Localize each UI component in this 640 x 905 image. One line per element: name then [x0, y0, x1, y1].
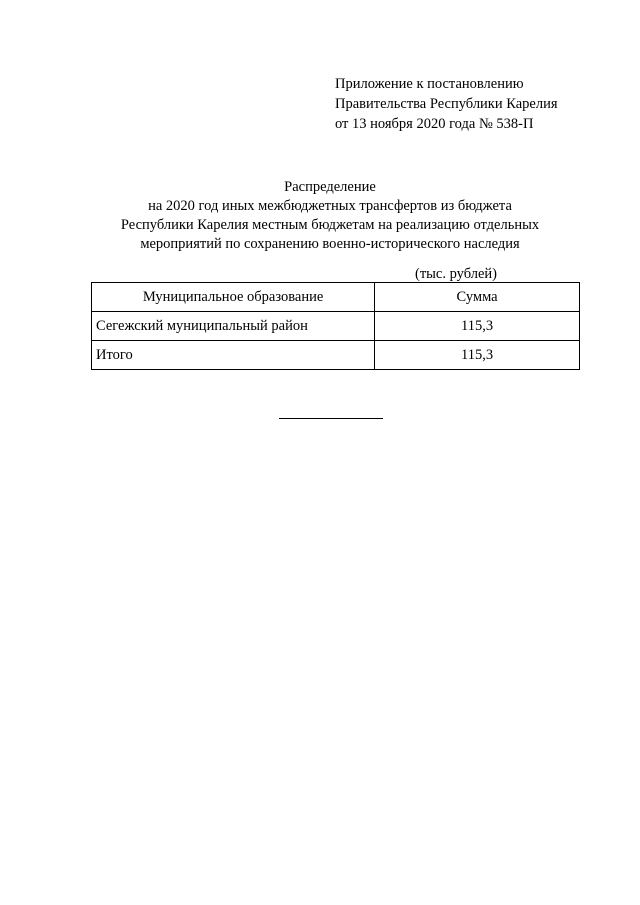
end-separator-line — [279, 418, 383, 419]
cell-municipality: Сегежский муниципальный район — [92, 312, 375, 341]
cell-total-sum: 115,3 — [375, 341, 580, 370]
appendix-line: Правительства Республики Карелия — [335, 96, 558, 112]
table-row — [92, 312, 580, 341]
distribution-table — [91, 282, 580, 370]
units-label: (тыс. рублей) — [415, 266, 497, 282]
title-line: мероприятий по сохранению военно-исторического наследия — [140, 236, 520, 252]
appendix-line: Приложение к постановлению — [335, 76, 524, 92]
document-title — [80, 178, 580, 254]
appendix-line: от 13 ноября 2020 года № 538-П — [335, 116, 534, 132]
appendix-reference — [335, 74, 558, 134]
title-line: Республики Карелия местным бюджетам на реализацию отдельных — [120, 217, 540, 233]
header-municipality: Муниципальное образование — [92, 283, 375, 312]
cell-sum: 115,3 — [375, 312, 580, 341]
table-row-total — [92, 341, 580, 370]
title-line: на 2020 год иных межбюджетных трансфертов из бюджета — [148, 198, 512, 214]
table-header-row — [92, 283, 580, 312]
header-sum: Сумма — [375, 283, 580, 312]
cell-total-label: Итого — [92, 341, 375, 370]
title-line: Распределение — [284, 179, 376, 195]
